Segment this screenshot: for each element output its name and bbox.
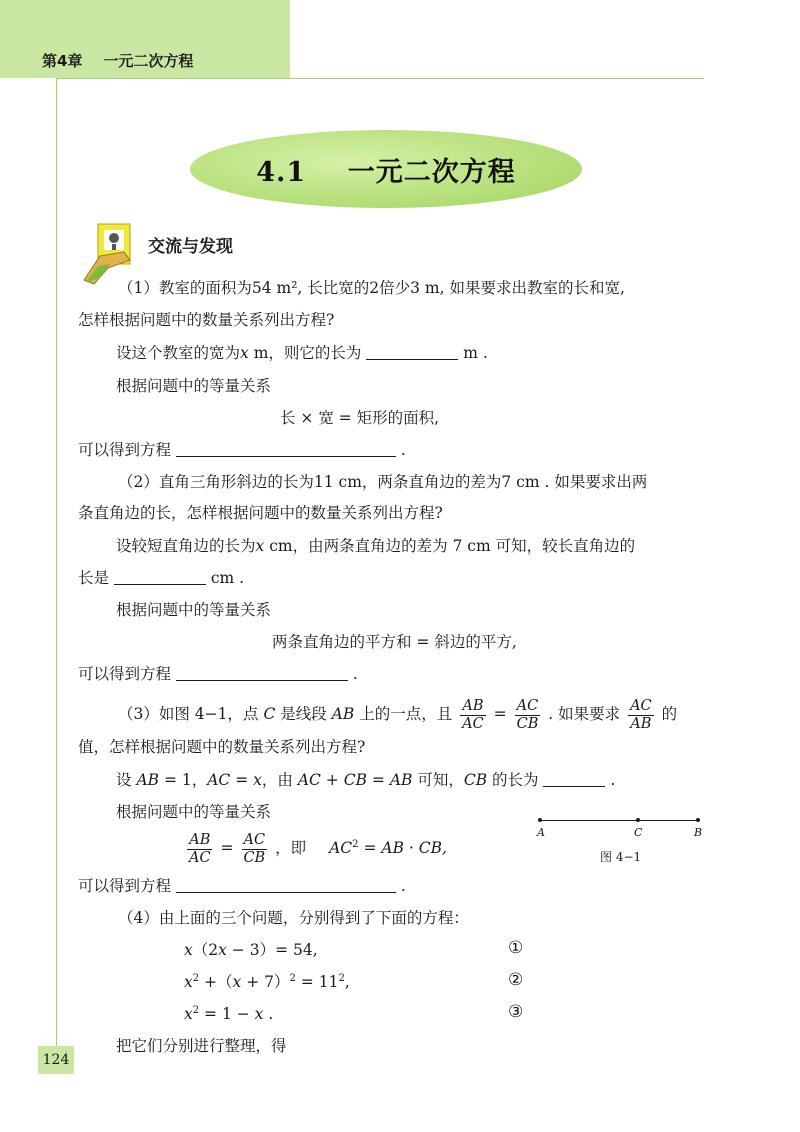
p1-l6end: . [395,441,406,459]
e3b: = 1 − [199,1005,255,1023]
equation-marker-1: ① [508,938,524,958]
e3c: x [254,1005,264,1023]
p2-l7end: . [347,665,358,683]
e1b: （2 [192,941,219,959]
p3-line6 [78,876,406,896]
equation-1 [184,940,318,960]
point-c-label: C [634,826,643,839]
p3-l3e: = [230,771,254,789]
p1-line1: （1）教室的面积为54 m², 长比宽的2倍少3 m, 如果要求出教室的长和宽, [118,279,625,297]
e2sup2: 2 [289,972,296,984]
p1-line4: 根据问题中的等量关系 [116,377,272,395]
fraction-ac-cb [241,832,267,867]
p2-l7: 可以得到方程 [78,665,172,683]
p2-line3 [116,536,635,556]
p3-l5eq-a: AC [329,839,353,857]
p1-relation: 长 × 宽 = 矩形的面积, [280,409,440,427]
p3-line4: 根据问题中的等量关系 [116,803,272,821]
answer-blank[interactable] [114,570,206,585]
p3-line2: 值，怎样根据问题中的数量关系列出方程? [78,738,366,756]
frac-num: AB [462,697,484,714]
p1-l3c: m . [458,344,488,362]
point-a-dot [538,818,542,822]
answer-blank[interactable] [543,772,605,787]
p2-l4b: cm . [205,569,245,587]
equation-blank[interactable] [176,666,348,681]
point-b-label: B [694,826,703,839]
e3sup: 2 [192,1004,200,1016]
equals-sign: = [493,705,507,723]
fraction-ac-ab [628,698,654,733]
p3-l3c: = 1， [159,771,208,789]
section-title-badge [190,130,582,208]
p3-l6end: . [395,877,406,895]
p2-var-x: x [255,537,265,555]
p1-line2: 怎样根据问题中的数量关系列出方程? [78,311,335,329]
p2-l3b: cm，由两条直角边的差为 7 cm 可知，较长直角边的 [264,537,636,555]
section-title: 4.1 一元二次方程 [256,156,516,188]
e1d: − 3）= 54, [226,941,318,959]
p2-line2: 条直角边的长，怎样根据问题中的数量关系列出方程? [78,504,443,522]
p2-line7 [78,664,358,684]
p1-line6 [78,440,406,460]
p3-l3h: AC + CB = AB [297,771,413,789]
e2sup: 2 [192,972,200,984]
subhead: 交流与发现 [148,237,233,257]
point-c-dot [636,818,640,822]
p2-l4a: 长是 [78,569,110,587]
e2a: x [184,973,193,991]
answer-blank[interactable] [366,345,458,360]
e2e: = 11 [295,973,339,991]
e2sup3: 2 [338,972,345,984]
equation-2 [184,972,350,992]
frac-num: AC [243,831,266,848]
equation-blank[interactable] [176,878,396,893]
p3-l3d: AC [207,771,231,789]
header-rule [56,78,704,79]
p3-l1d: . 如果要求 [548,705,621,723]
p3-l1a: （3）如图 4−1，点 [118,705,264,723]
p3-l1c: 上的一点，且 [354,705,453,723]
p3-seg-ab: AB [331,705,355,723]
p3-point-c: C [263,705,276,723]
p3-l3f: x [253,771,262,789]
margin-rule [56,78,57,1046]
p3-l3i: 可知， [412,771,464,789]
point-b-dot [696,818,700,822]
p3-l3a: 设 [116,771,137,789]
p3-l5mid: ，即 [275,839,307,857]
e1c: x [218,941,227,959]
equals-sign: = [220,839,234,857]
point-a-label: A [537,826,545,839]
e3a: x [184,1005,193,1023]
p3-l3j: CB [463,771,488,789]
frac-num: AB [189,831,211,848]
p1-l6: 可以得到方程 [78,441,172,459]
p3-l3end: . [605,771,616,789]
p4-line1: （4）由上面的三个问题，分别得到了下面的方程： [118,909,469,927]
p2-line5: 根据问题中的等量关系 [116,601,272,619]
p2-relation: 两条直角边的平方和 = 斜边的平方, [272,633,517,651]
p3-l5eq-b: = AB · CB, [358,839,447,857]
p2-line1: （2）直角三角形斜边的长为11 cm，两条直角边的差为7 cm . 如果要求出两 [118,473,648,491]
p3-l3b: AB [136,771,160,789]
figure-segment [540,820,698,821]
frac-num: AC [516,697,539,714]
p3-line3 [116,770,615,790]
p3-l3k: 的长为 [487,771,539,789]
figure-caption: 图 4−1 [600,850,642,864]
fraction-ab-ac [187,832,213,867]
p1-l3a: 设这个教室的宽为 [116,344,241,362]
frac-den: AC [189,849,211,866]
frac-den: CB [243,849,266,866]
fraction-ab-ac [460,698,486,733]
p3-l1b: 是线段 [275,705,332,723]
frac-den: AB [630,715,652,732]
equation-marker-3: ③ [508,1002,524,1022]
e1a: x [184,941,193,959]
p1-line3 [116,343,488,363]
p4-line5: 把它们分别进行整理，得 [116,1037,287,1055]
e2d: + 7） [241,973,290,991]
equation-marker-2: ② [508,970,524,990]
e3d: . [263,1005,274,1023]
p3-proportion [184,830,447,867]
e2c: x [232,973,242,991]
page-number: 124 [38,1046,74,1074]
equation-blank[interactable] [176,442,396,457]
p3-l6: 可以得到方程 [78,877,172,895]
e2f: , [344,973,350,991]
frac-num: AC [630,697,652,714]
frac-den: CB [516,715,539,732]
frac-den: AC [462,715,484,732]
p3-l5eq-sup: 2 [352,838,359,850]
p2-line4 [78,568,244,588]
equation-3 [184,1004,273,1024]
p3-line1 [118,696,677,733]
p3-l1e: 的 [661,705,678,723]
p1-l3b: m，则它的长为 [248,344,362,362]
p3-l3g: ，由 [261,771,298,789]
e2b: +（ [199,973,233,991]
fraction-ac-cb [515,698,541,733]
p1-var-x: x [240,344,249,362]
chapter-title: 第4章 一元二次方程 [42,52,194,70]
p2-l3a: 设较短直角边的长为 [116,537,256,555]
discussion-icon [80,222,140,286]
